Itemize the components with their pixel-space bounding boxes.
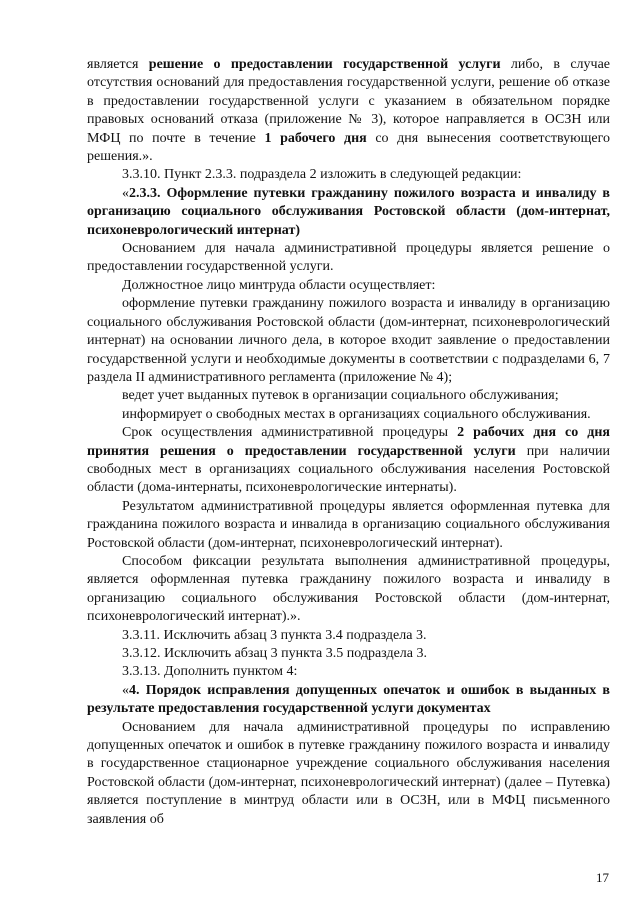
text-run: является	[87, 57, 149, 72]
paragraph	[87, 553, 610, 627]
text-run: 3.3.11. Исключить абзац 3 пункта 3.4 подраздела 3.	[122, 627, 427, 643]
paragraph	[87, 645, 610, 663]
text-run: 3.3.13. Дополнить пунктом 4:	[122, 664, 298, 680]
text-run: либо, в случае отсутствия оснований для предоставления государственной услуги, решение об отказе в предоставлении государственной услуги с указанием в обязательном порядке правовых оснований отказа (приложение № 3), которое направляется в ОСЗН или МФЦ по почте в течение	[87, 57, 610, 146]
paragraph	[87, 719, 610, 829]
paragraph	[87, 185, 610, 240]
paragraph	[87, 406, 610, 424]
text-run: Способом фиксации результата выполнения административной процедуры, является оформленная путевка гражданину пожилого возраста и инвалиду в организацию социального обслуживания Ростовской области (дом-интернат, психоневрологический интернат).».	[87, 553, 610, 625]
text-run: информирует о свободных местах в организациях социального обслуживания.	[122, 406, 591, 422]
text-run: со дня вынесения соответствующего решения.».	[87, 130, 610, 165]
paragraph	[87, 277, 610, 295]
text-run: ведет учет выданных путевок в организации социального обслуживания;	[122, 388, 559, 404]
paragraph	[87, 240, 610, 277]
page-number: 17	[596, 870, 609, 885]
bold-text: 1 рабочего дня	[264, 130, 367, 146]
paragraph	[87, 295, 610, 387]
paragraph	[87, 682, 610, 719]
text-run: «	[122, 682, 129, 698]
document-body	[87, 56, 610, 829]
bold-text: 4. Порядок исправления допущенных опечаток и ошибок в выданных в результате предоставления государственной услуги документах	[87, 682, 610, 717]
text-run: 3.3.12. Исключить абзац 3 пункта 3.5 подраздела 3.	[122, 646, 427, 661]
text-run: Основанием для начала административной процедуры по исправлению допущенных опечаток и ошибок в путевке гражданину пожилого возраста и инвалиду в государственное стационарное учреждение социального обслуживания населения Ростовской области (дом-интернат, психоневрологический интернат) (далее – Путевка) является поступление в минтруд области или в ОСЗН, или в МФЦ письменного заявления об	[87, 719, 610, 827]
bold-text: 2 рабочих дня со дня принятия решения о предоставлении государственной услуги	[87, 425, 610, 459]
text-run: 3.3.10. Пункт 2.3.3. подраздела 2 изложить в следующей редакции:	[122, 167, 522, 183]
paragraph	[87, 424, 610, 498]
text-run: оформление путевки гражданину пожилого возраста и инвалиду в организацию социального обслуживания Ростовской области (дом-интернат, психоневрологический интернат) на основании личного дела, в которое входит заявление о предоставлении государственной услуги и необходимые документы в соответствии с подразделами 6, 7 раздела II административного регламента (приложение № 4);	[87, 296, 610, 385]
paragraph	[87, 166, 610, 184]
text-run: Результатом административной процедуры является оформленная путевка для гражданина пожилого возраста и инвалида в организацию социального обслуживания Ростовской области (дом-интернат, психоневрологический интернат).	[87, 498, 610, 551]
text-run: Должностное лицо минтруда области осуществляет:	[122, 277, 436, 293]
paragraph	[87, 498, 610, 553]
text-run: «	[122, 185, 129, 201]
text-run: Основанием для начала административной процедуры является решение о предоставлении государственной услуги.	[87, 241, 610, 275]
paragraph	[87, 663, 610, 681]
paragraph	[87, 56, 610, 166]
bold-text: решение о предоставлении государственной услуги	[148, 57, 501, 72]
text-run: Срок осуществления административной процедуры	[122, 425, 458, 441]
text-run: при наличии свободных мест в организациях социального обслуживания населения Ростовской области (дома-интернаты, психоневрологические интернаты).	[87, 443, 610, 496]
paragraph	[87, 627, 610, 645]
paragraph	[87, 387, 610, 405]
bold-text: 2.3.3. Оформление путевки гражданину пожилого возраста и инвалиду в организацию социального обслуживания Ростовской области (дом-интернат, психоневрологический интернат)	[87, 185, 610, 238]
